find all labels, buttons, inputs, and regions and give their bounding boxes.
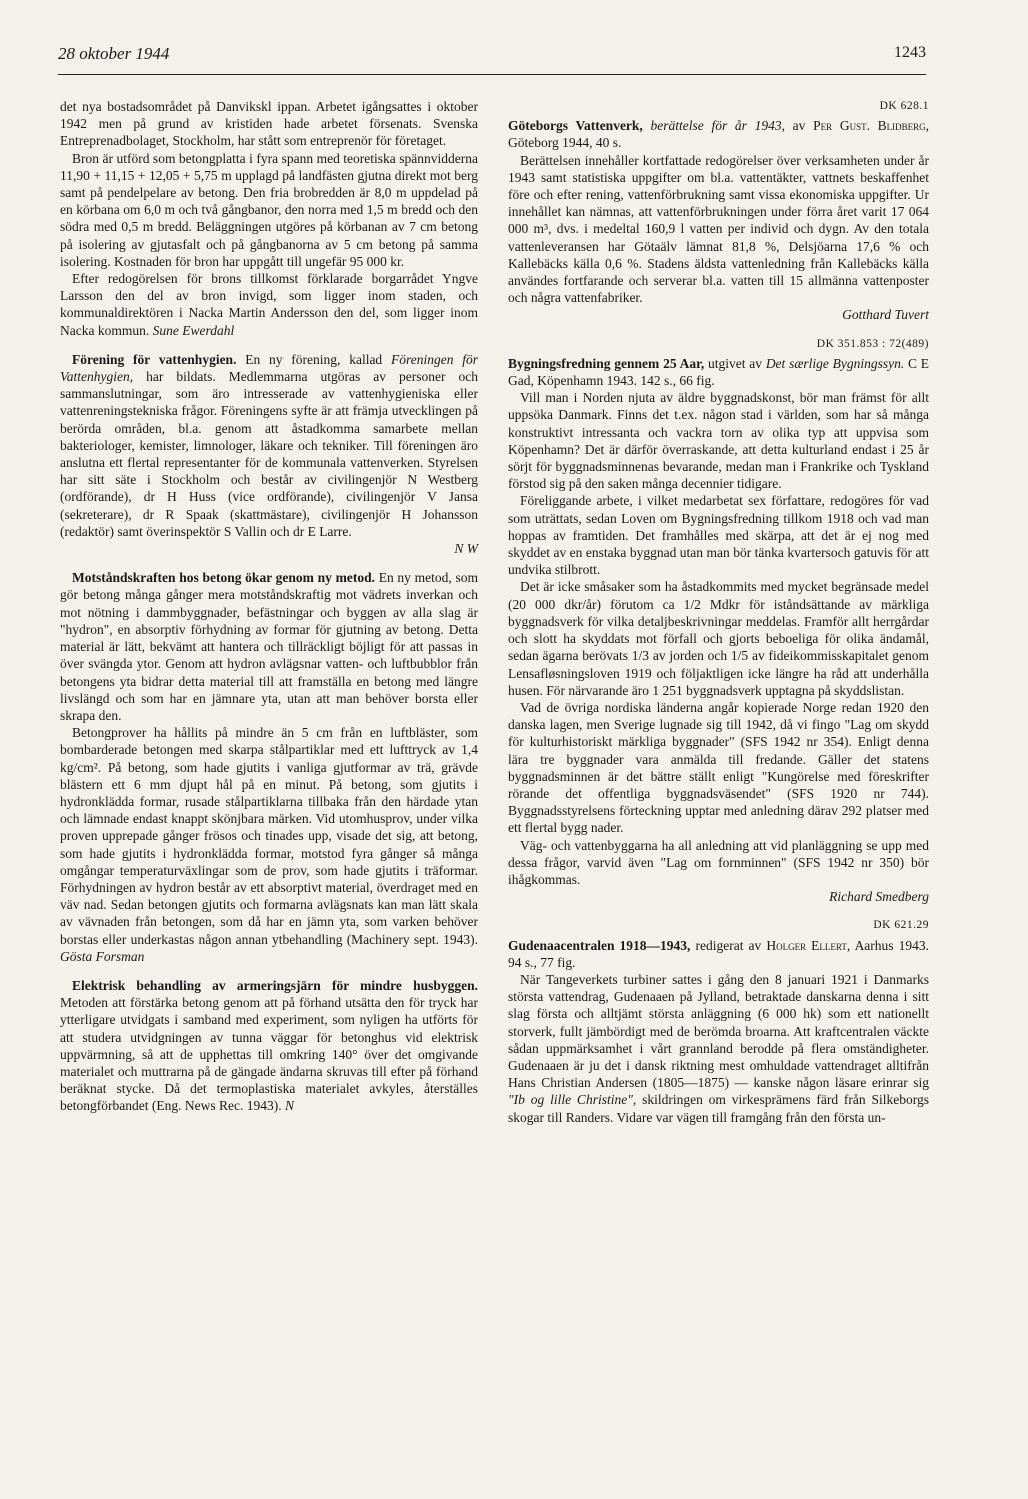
review-heading: Gudenaacentralen 1918—1943, (508, 937, 691, 953)
review-citation (508, 937, 929, 971)
paragraph (60, 977, 478, 1115)
paragraph-text: Efter redogörelsen för brons tillkomst förklarade borgarrådet Yngve Larsson den del av bron invigd, som ligger inom staden, och kommunaldirektören i Nacka Martin Andersson den del, som ligger inom Nacka kommun. (60, 271, 478, 338)
review-author: Per Gust. Blidberg, (813, 118, 930, 134)
paragraph: Föreliggande arbete, i vilket medarbetat sex författare, redogöres för vad som uträttats, sedan Loven om Bygningsfredning tillkom 1918 och vad man hoppas av framtiden. Det framhålles med skärpa, att det är ej nog med skyddet av en enstaka byggnad utan man bör tänka kvartersoch gatuvis för att undvika stilbrott. (508, 493, 929, 578)
left-column (60, 98, 478, 1115)
page-number: 1243 (894, 44, 926, 61)
page-header (58, 40, 926, 75)
publication-info: Göteborg 1944, 40 s. (508, 135, 622, 151)
paragraph-text: har bildats. Medlemmarna utgöras av personer och sammanslutningar, som äro intresserade av vattenhygieniska eller vattenreningstekniska frågor. Föreningens syfte är att främja utvecklingen på berörda områden, bl.a. genom att åstadkomma samarbete mellan bakteriologer, kemister, limnologer, läkare och tekniker. Till föreningen äro anslutna ett flertal representanter för de kommunala vattenverken. Styrelsen har sitt säte i Stockholm och består av civilingenjör N Westberg (ordförande), dr H Huss (vice ordförande), civilingenjör V Jansa (sekreterare), dr R Spaak (skattmästare), civilingenjör H Johansson (redaktör) samt överinspektör S Vallin och dr E Larre. (60, 369, 478, 539)
article-heading: Förening för vattenhygien. (72, 351, 237, 367)
article-armeringsjarn (60, 977, 478, 1115)
review-heading: Bygningsfredning gennem 25 Aar, (508, 355, 705, 371)
article-heading: Motståndskraften hos betong ökar genom ny metod. (72, 570, 375, 586)
review-heading: Göteborgs Vattenverk, (508, 118, 643, 134)
paragraph: Berättelsen innehåller kortfattade redogörelser över verksamheten under år 1943 samt statistiska uppgifter om bl.a. vattentäkter, vattnets beskaffenhet före och efter rening, vattenförbrukning samt vissa ekonomiska uppgifter. Ur innehållet kan nämnas, att vattenförbrukningen under förra året varit 17 064 000 m³, dvs. i medeltal 160,9 l vatten per individ och dygn. Av den totala vattenleveransen har Götaälv lämnat 81,8 %, Delsjöarna 17,6 % och Kallebäcks källa 0,6 %. Stadens äldsta vattenledning från Kallebäcks källa användes fortfarande och serverar bl.a. vatten till 15 allmänna vattenposter och några vattenfabriker. (508, 152, 929, 306)
paragraph-text: skildringen om virkesprämens färd från Silkeborgs skogar till Randers. Vidare var vägen till framgång från den första un- (508, 1092, 929, 1125)
paragraph-text: Betongprover ha hållits på mindre än 5 cm från en luftbläster, som bombarderade betongen med skarpa stålpartiklar med ett lufttryck av 1,4 kg/cm². På betong, som hade gjutits i vanliga gjutformar av trä, grävde blästern ett 6 mm djupt hål på en minut. På betong, som gjutits i hydronklädda formar, rusade stålpartiklarna tillbaka från den härdade ytan och lämnade endast knappt skönjbara märken. Vid utomhusprov, under vilka proven upprepade gånger frösos och tinades upp, visade det sig, att betong, som hade gjutits i hydronklädda formar, motstod fyra gånger så många omgångar temperaturväxlingar som de prov, som hade gjutits i träformar. Förhydningen av hydron består av ett absorptivt material, överdraget med en väv nad. Sedan betongen gjutits och formarna avlägsnats kan man lätt skala av vävnaden från betongen, som då har en jämn yta, som varken behöver borstas eller underkastas någon annan ytbehandling (Machinery sept. 1943). (60, 725, 478, 947)
review-author: Holger Ellert, (766, 937, 851, 953)
association-name: Föreningen för Vattenhygien, (60, 351, 479, 385)
review-goteborgs-vattenverk (508, 98, 929, 324)
dk-classification: DK 351.853 : 72(489) (816, 337, 929, 350)
publication-info: Aarhus 1943. 94 s., 77 fig. (508, 937, 929, 970)
author-signature: Sune Ewerdahl (152, 322, 235, 338)
paragraph-text: När Tangeverkets turbiner sattes i gång den 8 januari 1921 i Danmarks största vattendrag, Gudenaaen på Jylland, betraktade danskarna denna i sitt slag första och alltjämt största anläggning (6 000 hk) som ett nationellt storverk, fullt jämbördigt med de berömda broarna. Att kraftcentralen väckte sådan uppmärksamhet i vårt grannland berodde på flera omständigheter. Gudenaaen är ju det i dansk riktning mest omhuldade vattendraget alltifrån Hans Christian Andersen (1805—1875) — kanske någon läsare erinrar sig (508, 971, 929, 1091)
paragraph (60, 724, 478, 965)
article-danvik-bridge (60, 98, 478, 339)
citation-text: utgivet av (708, 355, 763, 371)
right-column (508, 98, 929, 1126)
article-betong-hydron (60, 569, 478, 965)
paragraph-text: Metoden att förstärka betong genom att på förhand utsätta den för tryck har ytterligare utvidgats i samband med experiment, som nyligen ha utförts för att studera utvidgningen av tunna väggar för betonghus vid elektrisk uppvärmning, så att de upphettas till omkring 140° över det omgivande materialet och muttrarna på de gängade ändarna skruvas till efter på förhand beräknat stycke. Då det termoplastiska materialet avkyles, återställes betongförbandet (Eng. News Rec. 1943). (60, 995, 478, 1114)
review-citation (508, 355, 929, 389)
publication-info: C E Gad, Köpenhamn 1943. 142 s., 66 fig. (508, 355, 930, 389)
dk-classification: DK 628.1 (879, 100, 929, 112)
issue-date: 28 oktober 1944 (58, 44, 170, 63)
author-signature: Richard Smedberg (829, 889, 929, 905)
paragraph: det nya bostadsområdet på Danvikskl ippan. Arbetet igångsattes i oktober 1942 men på grund av kristiden hade arbetet försenats. Svenska Entreprenadbolaget, Stockholm, har stått som entreprenör för företaget. (60, 99, 478, 149)
book-title: "Ib og lille Christine", (508, 1092, 637, 1108)
author-signature: N (284, 1098, 294, 1114)
review-citation (508, 117, 929, 151)
paragraph (60, 351, 478, 540)
paragraph: Väg- och vattenbyggarna ha all anledning att vid planläggning se upp med dessa frågor, varvid även "Lag om fornminnen" (SFS 1942 nr 350) bör ihågkommas. (508, 837, 929, 887)
paragraph (508, 971, 929, 1126)
paragraph-text: En ny förening, kallad (236, 351, 391, 367)
review-title: Det særlige Bygningssyn. (765, 355, 905, 371)
article-vattenhygien (60, 351, 478, 557)
paragraph (60, 270, 478, 339)
author-signature: N W (454, 541, 478, 557)
paragraph: Vad de övriga nordiska länderna angår kopierade Norge redan 1920 den danska lagen, men Sverige lugnade sig till 1942, då vi fingo "Lag om skydd för kulturhistoriskt märkliga byggnader" (SFS 1942 nr 354). Enligt denna lära tre byggnader vara anmälda till fredande. Gäller det statens byggnadsminnen är det bättre ställt enligt "Kungörelse med föreskrifter rörande det offentliga byggnadsväsendet" (SFS 1920 nr 744). Byggnadsstyrelsens förteckning upptar med anledning därav 292 platser med ett flertal bygg nader. (508, 699, 929, 836)
paragraph: Bron är utförd som betongplatta i fyra spann med teoretiska spännvidderna 11,90 + 11,15 + 12,05 + 5,75 m upplagd på landfästen gjutna direkt mot berg samt på pendelpelare av betong. Den fria brobredden är 8,0 m uppdelad på en körbana om 6,0 m och två gångbanor, den norra med 1,5 m bredd och den södra med 0,5 m bredd. Beläggningen utgöres på körbanan av 7 cm betong på isolering av gjutasfalt och på gångbanorna av 5 cm betong på samma isolering. Kostnaden för bron har uppgått till ungefär 95 000 kr. (60, 150, 478, 269)
article-heading: Elektrisk behandling av armeringsjärn för mindre husbyggen. (72, 977, 478, 993)
paragraph: Det är icke småsaker som ha åstadkommits med mycket begränsade medel (20 000 dkr/år) förutom ca 1/2 Mdkr för iståndsättande av märkliga byggnadsverk för vilka detaljbeskrivningar meddelas. Framför allt herrgårdar och slott ha skyddats mot förfall och gjorts beboeliga för olika ändamål, sedan ägarna berövats 1/3 av jorden och 1/5 av fideikommisskapitalet genom Lensafløsningsloven 1919 och följaktligen icke längre ha råd att underhålla husen. För närvarande äro 1 251 byggnadsverk upptagna på skyddslistan. (508, 579, 929, 698)
paragraph: Vill man i Norden njuta av äldre byggnadskonst, bör man främst för allt uppsöka Danmark. Finns det t.ex. någon stad i världen, som har så många konstruktivt intressanta och vackra torn av olika typ att uppvisa som Köpenhamn? Det är därför överraskande, att detta kulturland endast i 25 år sörjt för byggnadsminnenas bevarande, medan man i Frankrike och Tyskland förstod sig på den saken många decennier tidigare. (508, 390, 929, 492)
review-bygningsfredning (508, 336, 929, 906)
author-signature: Gotthard Tuvert (842, 307, 929, 323)
citation-text: redigerat av (695, 937, 762, 953)
dk-classification: DK 621.29 (873, 919, 929, 932)
paragraph-text: En ny metod, som gör betong många gånger mera motståndskraftig mot vädrets inverkan och mot nötning i dammbyggnader, befästningar och byggen av alla slag är "hydron", en absorptiv förhydning av formar för gjutning av betong. Detta material är lätt, bekvämt att hantera och tillräckligt böjligt för att passas in över svängda ytor. Genom att hydron avlägsnar vatten- och luftbubblor från betongens yta bidrar detta material till att framställa en betong med längre livslängd och som har en jämnare yta, utan att man behöver borsta eller skrapa den. (60, 570, 478, 723)
author-signature: Gösta Forsman (60, 948, 145, 964)
review-title: berättelse för år 1943, (650, 118, 785, 134)
review-gudenaacentralen (508, 917, 929, 1125)
paragraph (60, 569, 478, 724)
citation-text: av (792, 118, 806, 134)
